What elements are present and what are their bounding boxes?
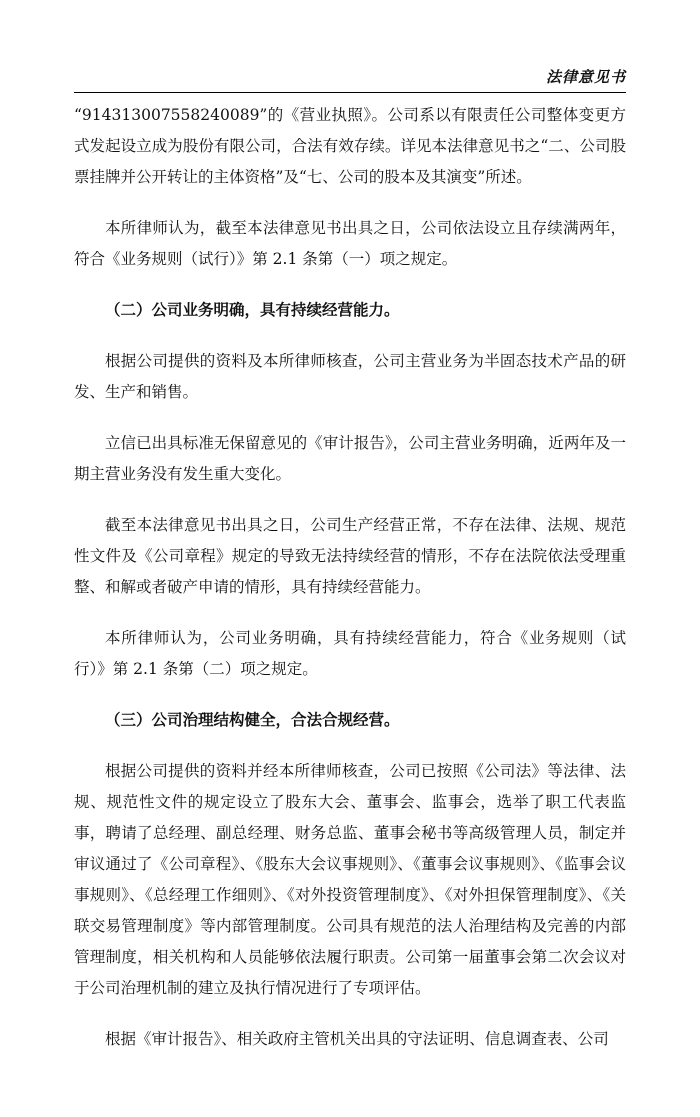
paragraph: 根据公司提供的资料及本所律师核查，公司主营业务为半固态技术产品的研发、生产和销售。 xyxy=(74,352,626,401)
paragraph: 本所律师认为，截至本法律意见书出具之日，公司依法设立且存续满两年，符合《业务规则（试行）》第 2.1 条第（一）项之规定。 xyxy=(74,219,626,268)
paragraph: 根据公司提供的资料并经本所律师核查，公司已按照《公司法》等法律、法规、规范性文件的规定设立了股东大会、董事会、监事会，选举了职工代表监事，聘请了总经理、副总经理、财务总监、董事会秘书等高级管理人员，制定并审议通过了《公司章程》、《股东大会议事规则》、《董事会议事规则》、《监事会议事规则》、《总经理工作细则》、《对外投资管理制度》、《对外担保管理制度》、《关联交易管理制度》等内部管理制度。公司具有规范的法人治理结构及完善的内部管理制度，相关机构和人员能够依法履行职责。公司第一届董事会第二次会议对于公司治理机制的建立及执行情况进行了专项评估。 xyxy=(74,762,626,997)
running-header: 法律意见书 xyxy=(545,68,626,86)
paragraph: 截至本法律意见书出具之日，公司生产经营正常，不存在法律、法规、规范性文件及《公司章程》规定的导致无法持续经营的情形，不存在法院依法受理重整、和解或者破产申请的情形，具有持续经营能力。 xyxy=(74,516,626,596)
paragraph: 本所律师认为，公司业务明确，具有持续经营能力，符合《业务规则（试行）》第 2.1 条第（二）项之规定。 xyxy=(74,629,626,678)
paragraph-continued: “914313007558240089”的《营业执照》。公司系以有限责任公司整体变更方式发起设立成为股份有限公司，合法有效存续。详见本法律意见书之“二、公司股票挂牌并公开转让的主体资格”及“七、公司的股本及其演变”所述。 xyxy=(74,106,626,186)
document-body xyxy=(74,100,626,1075)
section-heading: （二）公司业务明确，具有持续经营能力。 xyxy=(105,301,400,319)
header-rule xyxy=(74,92,626,93)
paragraph: 立信已出具标准无保留意见的《审计报告》，公司主营业务明确，近两年及一期主营业务没有发生重大变化。 xyxy=(74,434,626,483)
section-heading: （三）公司治理结构健全，合法合规经营。 xyxy=(105,711,400,729)
paragraph: 根据《审计报告》、相关政府主管机关出具的守法证明、信息调查表、公司 xyxy=(105,1030,609,1048)
